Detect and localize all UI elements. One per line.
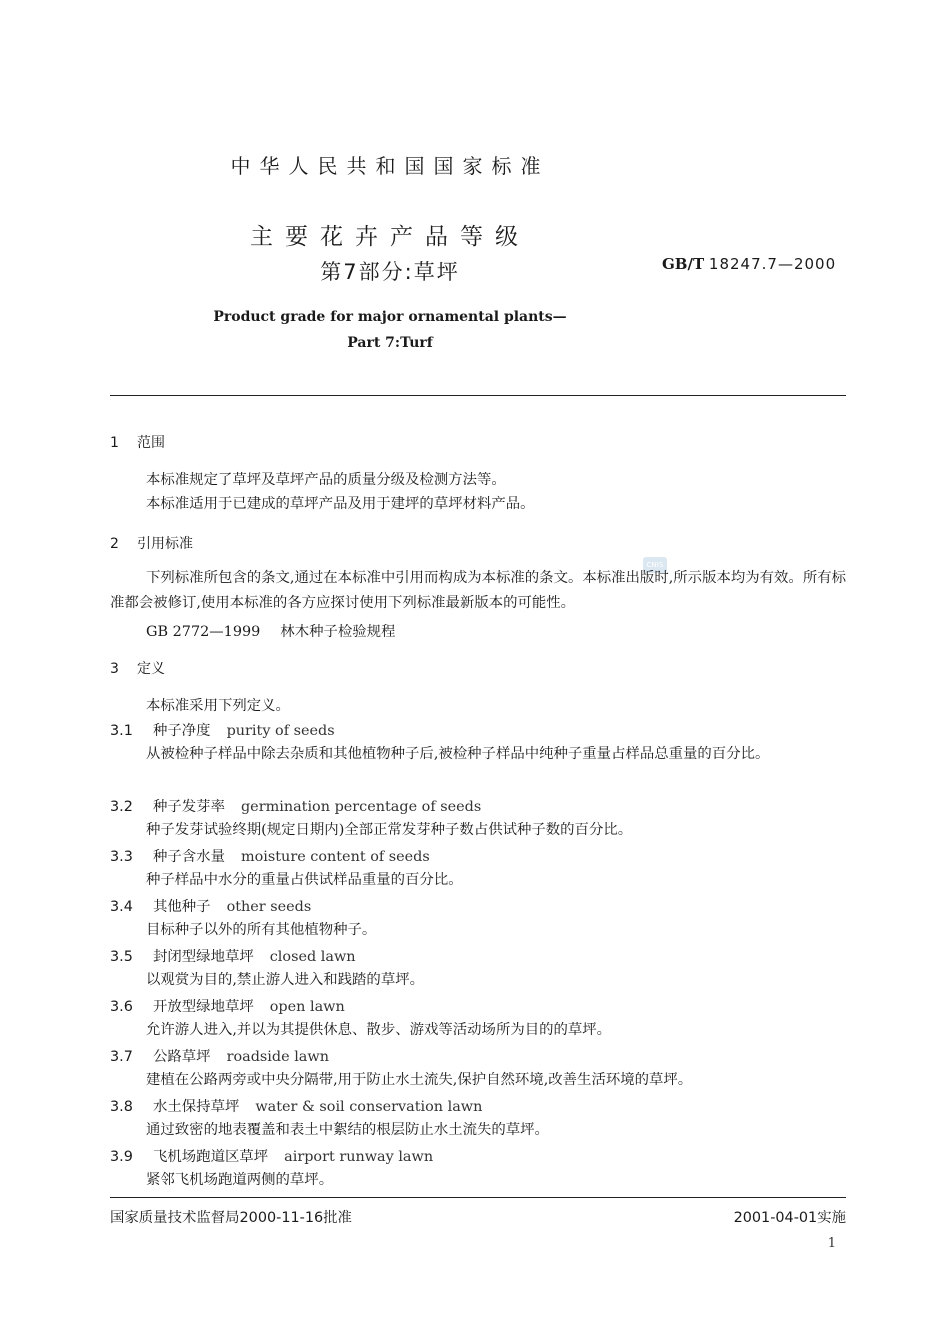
definition-number: 3.2 [110, 799, 133, 815]
english-title-line2: Part 7:Turf [347, 335, 433, 351]
definition-text: 允许游人进入,并以为其提供休息、散步、游戏等活动场所为目的的草坪。 [146, 1022, 612, 1038]
section-number: 3 [110, 661, 119, 677]
definition-term-en: purity of seeds [226, 723, 335, 739]
section-title: 定义 [137, 661, 165, 677]
definition-heading [110, 1045, 329, 1066]
definition-heading [110, 1145, 433, 1166]
definition-heading [110, 795, 481, 816]
definition-text: 从被检种子样品中除去杂质和其他植物种子后,被检种子样品中纯种子重量占样品总重量的百分比。 [146, 746, 770, 762]
english-title [0, 304, 780, 356]
section-1-paragraph: 本标准规定了草坪及草坪产品的质量分级及检测方法等。 [146, 472, 506, 488]
section-2-heading [110, 533, 193, 553]
definition-term-en: roadside lawn [226, 1049, 329, 1065]
definition-number: 3.5 [110, 949, 133, 965]
definition-term-en: closed lawn [269, 949, 356, 965]
section-3-heading [110, 658, 165, 678]
section-number: 2 [110, 536, 119, 552]
definition-text: 建植在公路两旁或中央分隔带,用于防止水土流失,保护自然环境,改善生活环境的草坪。 [146, 1072, 693, 1088]
definition-heading [110, 945, 356, 966]
definition-term-zh: 其他种子 [153, 899, 211, 915]
definition-number: 3.1 [110, 723, 133, 739]
footer-divider [110, 1197, 846, 1198]
definition-term-zh: 飞机场跑道区草坪 [153, 1149, 269, 1165]
section-1-heading [110, 432, 165, 452]
definition-heading [110, 895, 311, 916]
definition-number: 3.6 [110, 999, 133, 1015]
section-1-paragraph: 本标准适用于已建成的草坪产品及用于建坪的草坪材料产品。 [146, 496, 535, 512]
page-number: 1 [827, 1236, 836, 1251]
definition-heading [110, 995, 345, 1016]
definition-term-en: germination percentage of seeds [240, 799, 482, 815]
section-title: 范围 [137, 435, 165, 451]
issued-date: 国家质量技术监督局2000-11-16批准 [110, 1210, 352, 1226]
reference-title: 林木种子检验规程 [280, 624, 396, 640]
definition-term-zh: 封闭型绿地草坪 [153, 949, 254, 965]
definition-term-en: water & soil conservation lawn [255, 1099, 483, 1115]
definitions-intro: 本标准采用下列定义。 [146, 698, 290, 714]
standard-title: 主要花卉产品等级 [250, 224, 530, 250]
definition-text: 种子样品中水分的重量占供试样品重量的百分比。 [146, 872, 463, 888]
definition-text: 目标种子以外的所有其他植物种子。 [146, 922, 377, 938]
reference-code: GB 2772—1999 [146, 624, 261, 640]
definition-number: 3.3 [110, 849, 133, 865]
section-2-paragraph: 下列标准所包含的条文,通过在本标准中引用而构成为本标准的条文。本标准出版时,所示版本均为有效。所有标准都会被修订,使用本标准的各方应探讨使用下列标准最新版本的可能性。 [110, 570, 846, 611]
definition-text: 紧邻飞机场跑道两侧的草坪。 [146, 1172, 334, 1188]
definition-number: 3.4 [110, 899, 133, 915]
english-title-line1: Product grade for major ornamental plants— [213, 309, 567, 325]
definition-term-en: open lawn [269, 999, 345, 1015]
definition-term-zh: 种子净度 [153, 723, 211, 739]
definition-term-zh: 种子发芽率 [153, 799, 225, 815]
watermark-logo: CNIS [643, 557, 667, 573]
definition-term-en: moisture content of seeds [240, 849, 430, 865]
normative-reference [146, 620, 395, 641]
definition-term-zh: 开放型绿地草坪 [153, 999, 254, 1015]
definition-number: 3.8 [110, 1099, 133, 1115]
standard-prefix: GB/T [662, 255, 705, 273]
definition-term-zh: 种子含水量 [153, 849, 225, 865]
definition-heading [110, 719, 335, 740]
definition-heading [110, 1095, 482, 1116]
effective-date: 2001-04-01实施 [733, 1210, 846, 1226]
definition-heading [110, 845, 430, 866]
definition-text: 通过致密的地表覆盖和表土中絮结的根层防止水土流失的草坪。 [146, 1122, 549, 1138]
definition-text: 种子发芽试验终期(规定日期内)全部正常发芽种子数占供试种子数的百分比。 [146, 822, 633, 838]
standard-part-title: 第7部分:草坪 [320, 260, 460, 284]
section-number: 1 [110, 435, 119, 451]
definition-term-zh: 水土保持草坪 [153, 1099, 240, 1115]
standard-number: 18247.7—2000 [708, 255, 837, 273]
header-divider [110, 395, 846, 396]
definition-text: 以观赏为目的,禁止游人进入和践踏的草坪。 [146, 972, 424, 988]
section-title: 引用标准 [137, 536, 193, 552]
definition-term-en: airport runway lawn [284, 1149, 434, 1165]
definition-term-zh: 公路草坪 [153, 1049, 211, 1065]
standard-code [662, 255, 836, 273]
definition-number: 3.9 [110, 1149, 133, 1165]
definition-number: 3.7 [110, 1049, 133, 1065]
national-standard-heading: 中华人民共和国国家标准 [230, 154, 550, 178]
definition-term-en: other seeds [226, 899, 312, 915]
